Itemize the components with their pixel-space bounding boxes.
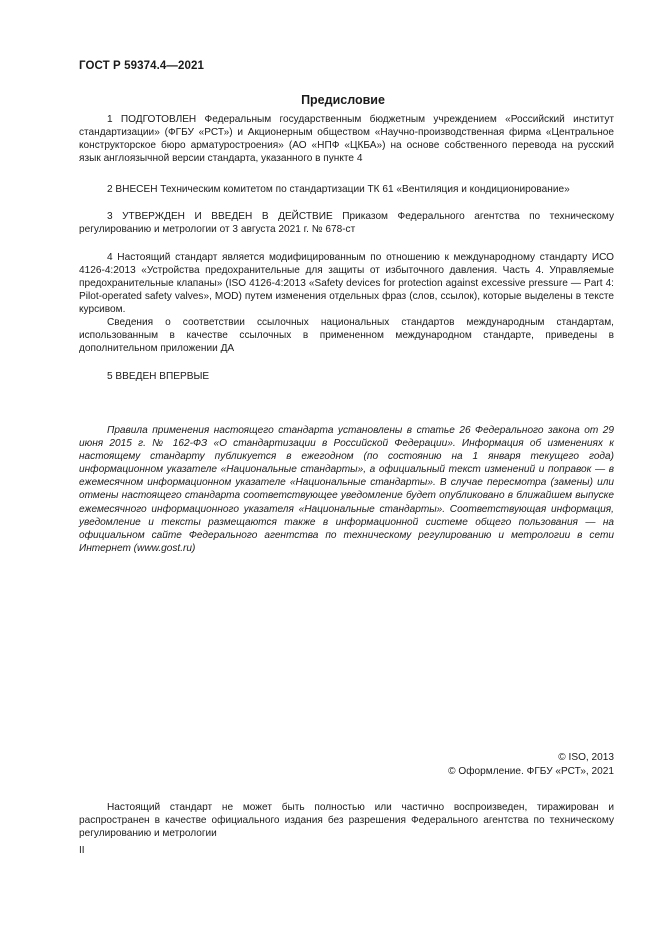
standard-code: ГОСТ Р 59374.4—2021	[79, 60, 204, 72]
copyright-design: © Оформление. ФГБУ «РСТ», 2021	[448, 766, 614, 777]
preface-item-4: 4 Настоящий стандарт является модифицированным по отношению к международному стандарту ИСО 4126-4:2013 «Устройства предохранительные для защиты от избыточного давления. Часть 4. Управляемые предохранительные клапаны» (ISO 4126-4:2013 «Safety devices for protection against excessive pressure — Part 4: Pilot-operated safety valves», MOD) путем изменения отдельных фраз (слов, ссылок), которые выделены в тексте курсивом.	[79, 252, 614, 316]
rules-notice: Правила применения настоящего стандарта установлены в статье 26 Федерального закона от 29 июня 2015 г. № 162-ФЗ «О стандартизации в Российской Федерации». Информация об изменениях к настоящему стандарту публикуется в ежегодном (по состоянию на 1 января текущего года) информационном указателе «Национальные стандарты», а официальный текст изменений и поправок — в ежемесячном информационном указателе «Национальные стандарты». В случае пересмотра (замены) или отмены настоящего стандарта соответствующее уведомление будет опубликовано в ближайшем выпуске ежемесячного информационного указателя «Национальные стандарты». Соответствующая информация, уведомление и тексты размещаются также в информационной системе общего пользования — на официальном сайте Федерального агентства по техническому регулированию и метрологии в сети Интернет (www.gost.ru)	[79, 425, 614, 554]
reproduction-notice: Настоящий стандарт не может быть полностью или частично воспроизведен, тиражирован и распространен в качестве официального издания без разрешения Федерального агентства по техническому регулированию и метрологии	[79, 802, 614, 840]
page-number: II	[79, 845, 85, 856]
preface-item-1: 1 ПОДГОТОВЛЕН Федеральным государственным бюджетным учреждением «Российский институт стандартизации» (ФГБУ «РСТ») и Акционерным обществом «Научно-производственная фирма «Центральное конструкторское бюро арматуростроения» (АО «НПФ «ЦКБА») на основе собственного перевода на русский язык англоязычной версии стандарта, указанного в пункте 4	[79, 114, 614, 165]
preface-item-5: 5 ВВЕДЕН ВПЕРВЫЕ	[107, 371, 210, 382]
preface-item-4-references: Сведения о соответствии ссылочных национальных стандартов международным стандартам, использованным в качестве ссылочных в примененном международном стандарте, приведены в дополнительном приложении ДА	[79, 317, 614, 355]
preface-item-3: 3 УТВЕРЖДЕН И ВВЕДЕН В ДЕЙСТВИЕ Приказом Федерального агентства по техническому регулированию и метрологии от 3 августа 2021 г. № 678-ст	[79, 211, 614, 236]
preface-item-2: 2 ВНЕСЕН Техническим комитетом по стандартизации ТК 61 «Вентиляция и кондиционирование»	[107, 184, 570, 195]
copyright-iso: © ISO, 2013	[558, 752, 614, 763]
preface-title: Предисловие	[301, 93, 385, 107]
